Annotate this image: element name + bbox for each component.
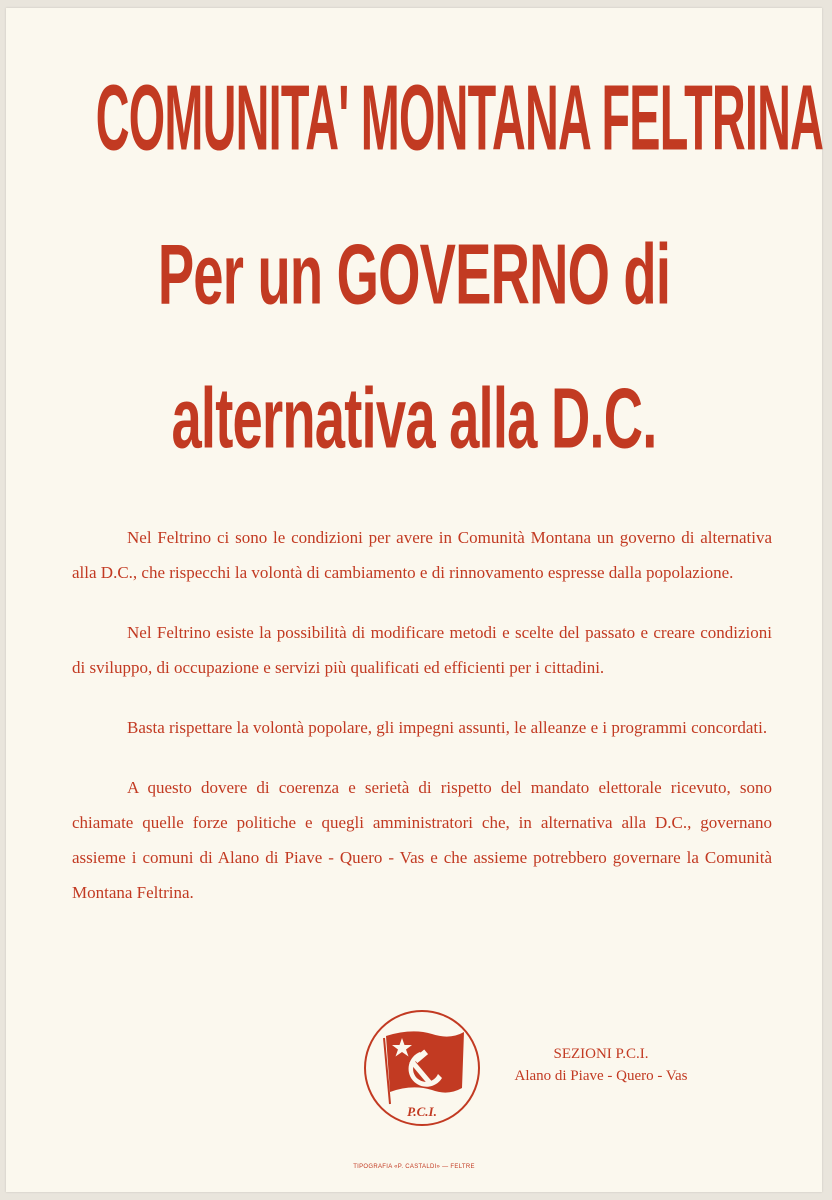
paragraph-2: Nel Feltrino esiste la possibilità di modificare metodi e scelte del passato e creare condizioni di sviluppo, di occupazione e servizi più qualificati ed efficienti per i cittadini.	[72, 623, 772, 677]
paragraph-4: A questo dovere di coerenza e serietà di rispetto del mandato elettorale ricevuto, sono chiamate quelle forze politiche e quegli amministratori che, in alternativa alla D.C., governano assieme i comuni di Alano di Piave - Quero - Vas e che assieme potrebbero governare la Comunità Montana Feltrina.	[72, 778, 772, 902]
printer-credit: TIPOGRAFIA «P. CASTALDI» — FELTRE	[353, 1164, 475, 1170]
body-text	[72, 520, 772, 935]
headline-slogan-line2: alternativa alla D.C.	[171, 371, 657, 467]
poster	[6, 8, 822, 1192]
emblem-label: P.C.I.	[407, 1104, 437, 1119]
headline-title: COMUNITA' MONTANA FELTRINA	[95, 65, 824, 170]
headline-slogan-line1: Per un GOVERNO di	[157, 227, 671, 323]
pci-emblem-icon	[362, 1008, 482, 1128]
signature-towns: Alano di Piave - Quero - Vas	[514, 1068, 688, 1084]
paragraph-3: Basta rispettare la volontà popolare, gli impegni assunti, le alleanze e i programmi concordati.	[127, 718, 768, 737]
paragraph-1: Nel Feltrino ci sono le condizioni per avere in Comunità Montana un governo di alternativa alla D.C., che rispecchi la volontà di cambiamento e di rinnovamento espresse dalla popolazione.	[72, 528, 772, 582]
signature-sections: SEZIONI P.C.I.	[553, 1046, 649, 1062]
